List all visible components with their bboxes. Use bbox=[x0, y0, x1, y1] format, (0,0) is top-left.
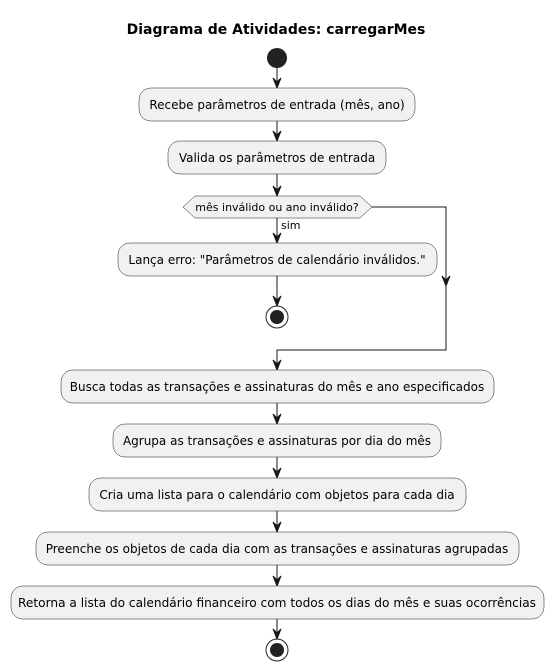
activity-group-by-day-label: Agrupa as transações e assinaturas por dia do mês bbox=[122, 434, 432, 448]
end-node-final-inner bbox=[270, 643, 284, 657]
diagram-title: Diagrama de Atividades: carregarMes bbox=[126, 22, 426, 38]
decision-yes-label: sim bbox=[281, 219, 301, 232]
activity-fill-objects-label: Preenche os objetos de cada dia com as transações e assinaturas agrupadas bbox=[45, 542, 509, 556]
decision-condition: mês inválido ou ano inválido? bbox=[195, 201, 359, 214]
end-node-error-inner bbox=[270, 310, 284, 324]
activity-validate-params-label: Valida os parâmetros de entrada bbox=[178, 151, 376, 165]
activity-create-list-label: Cria uma lista para o calendário com objetos para cada dia bbox=[99, 488, 455, 502]
activity-receive-params-label: Recebe parâmetros de entrada (mês, ano) bbox=[149, 98, 405, 112]
start-node bbox=[267, 48, 287, 68]
edge-merge bbox=[277, 286, 446, 368]
activity-throw-error-label: Lança erro: "Parâmetros de calendário inválidos." bbox=[128, 253, 426, 267]
activity-fetch-transactions-label: Busca todas as transações e assinaturas do mês e ano especificados bbox=[69, 380, 485, 394]
activity-return-list-label: Retorna a lista do calendário financeiro com todos os dias do mês e suas ocorrências bbox=[18, 596, 536, 610]
